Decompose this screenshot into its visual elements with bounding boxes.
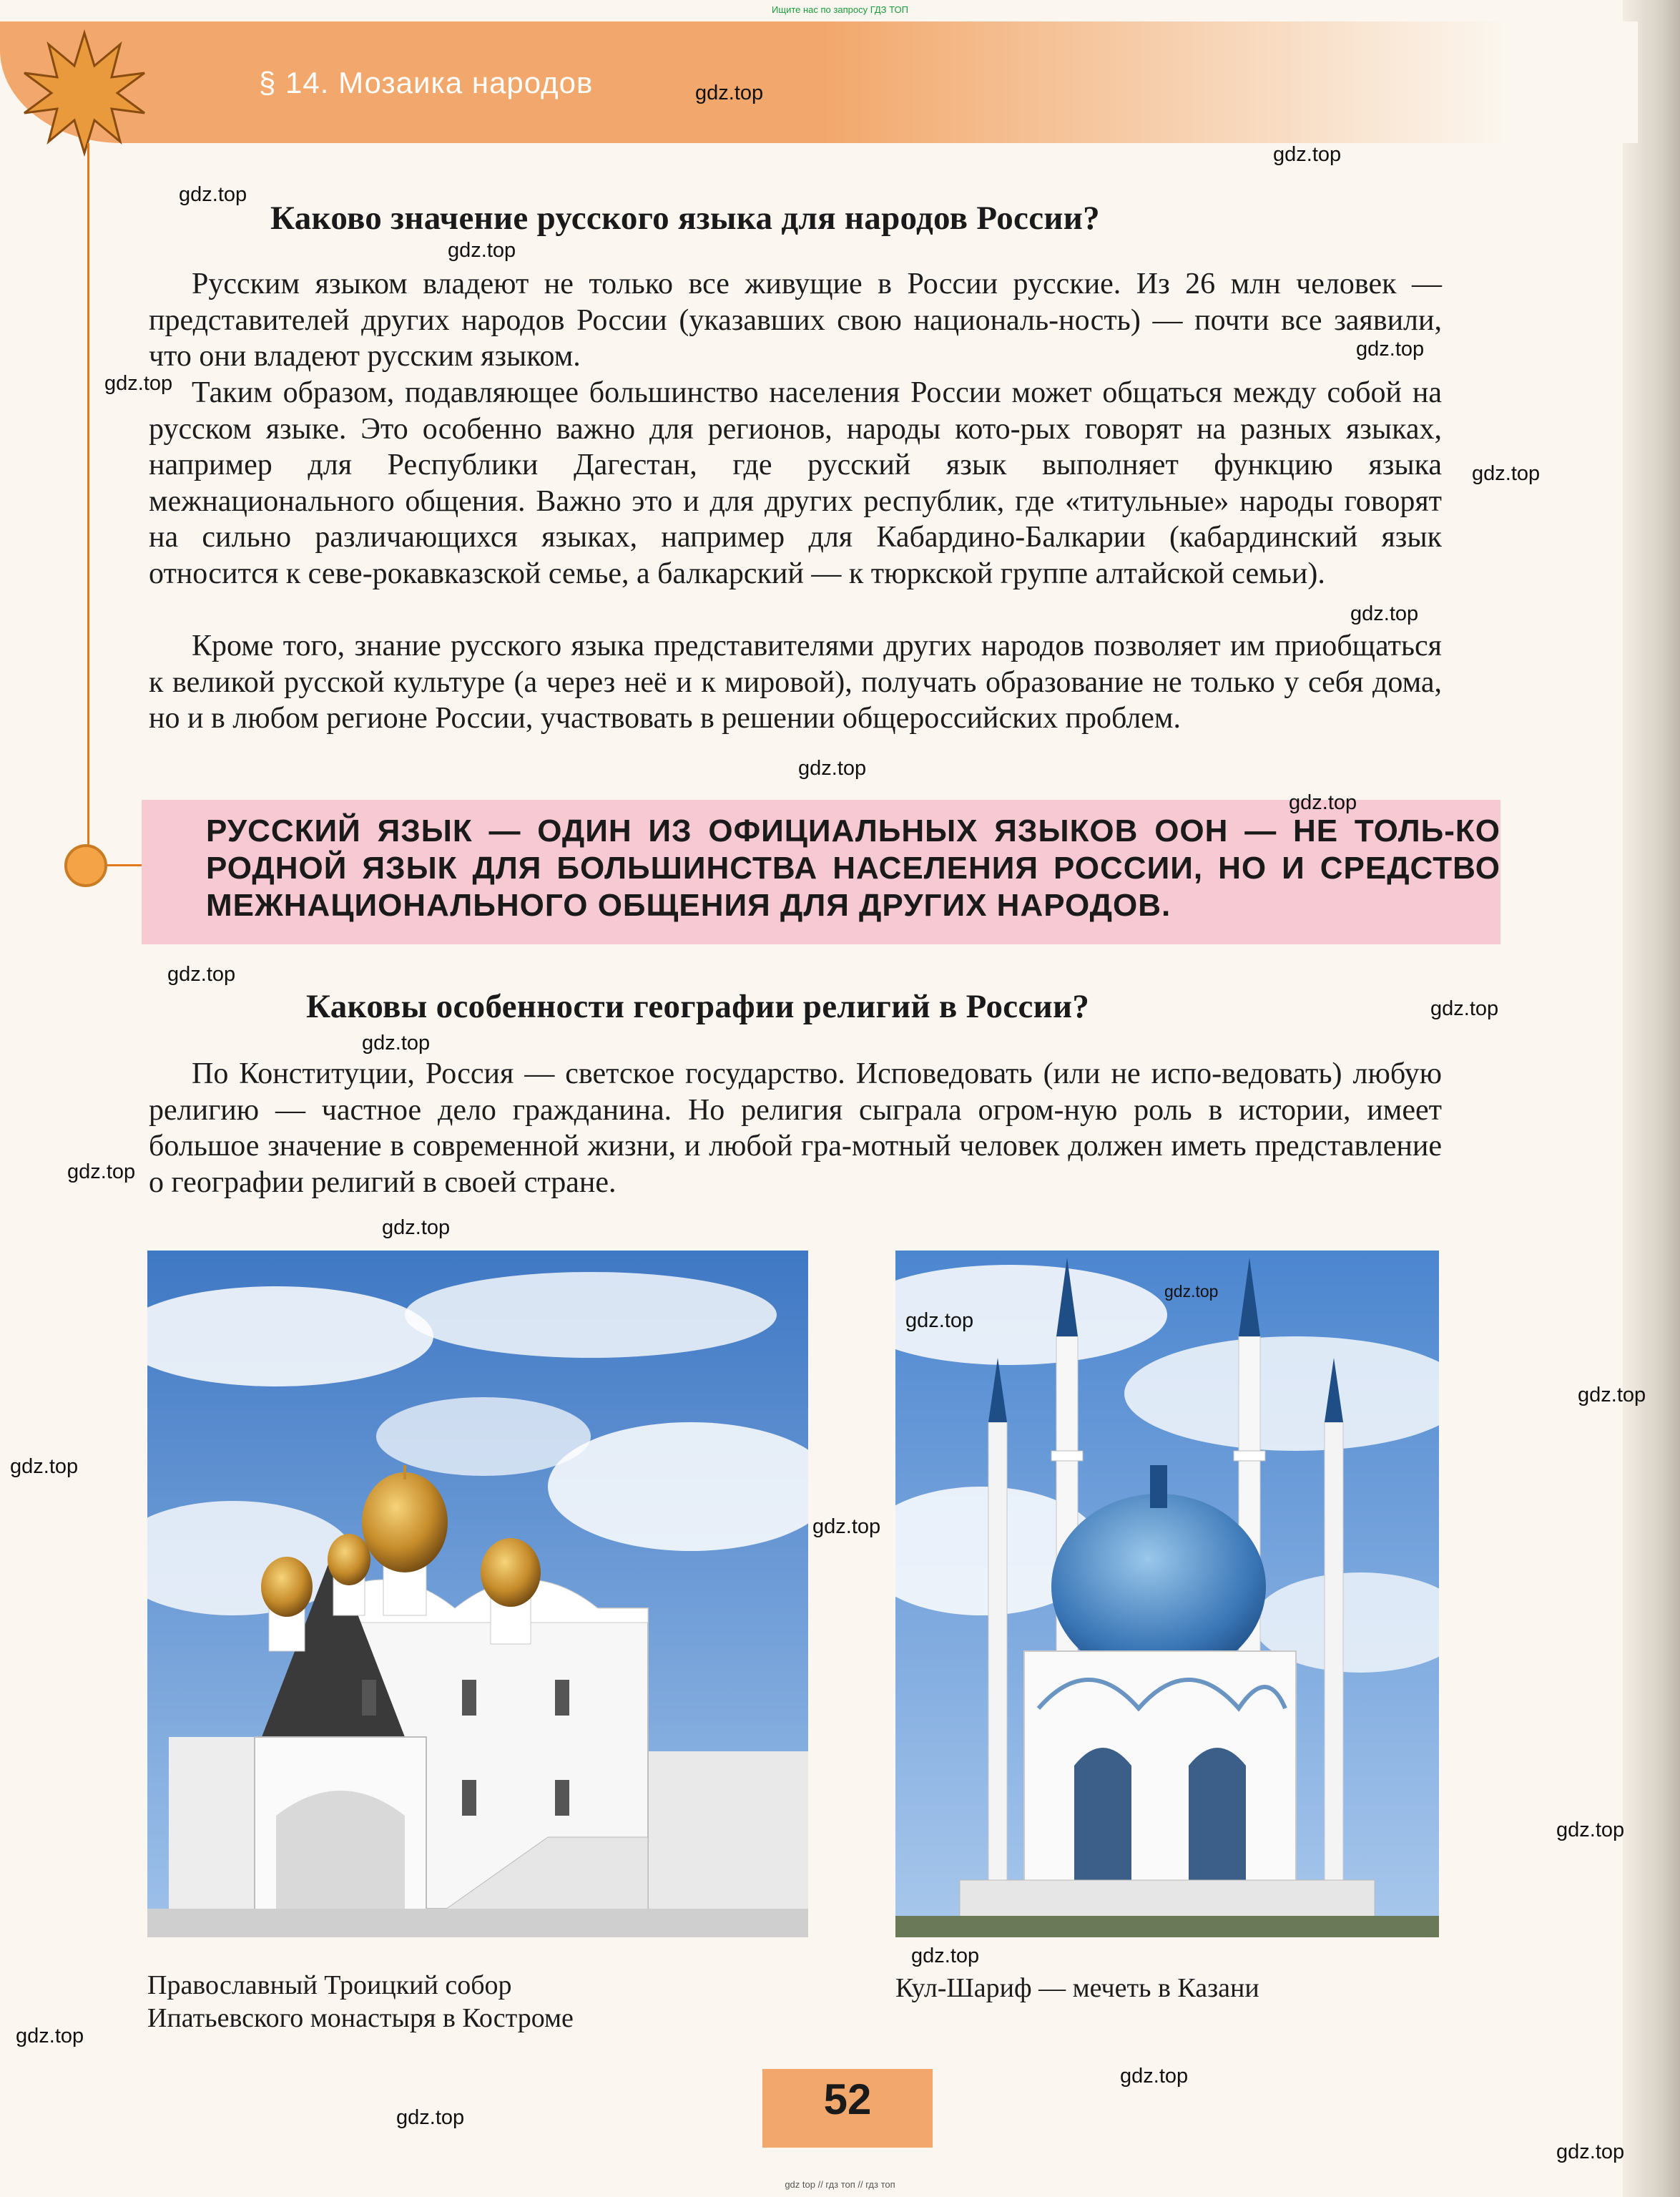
watermark: gdz.top [812,1515,881,1538]
page-number: 52 [823,2075,872,2123]
section2-title: Каковы особенности географии религий в России? [306,988,1090,1025]
watermark: gdz.top [1120,2065,1189,2088]
watermark: gdz.top [1556,2140,1625,2163]
watermark: gdz.top [10,1455,79,1478]
watermark: gdz.top [1578,1384,1646,1406]
mosque-caption: Кул-Шариф — мечеть в Казани [895,1973,1259,2003]
section1-paragraph-3: Кроме того, знание русского языка представителями других народов позволяет им приобщаться к великой русской культуре (а через неё и к мировой), получать образование не только у себя дома, но и в любом регионе России, участвовать в решении общероссийских проблем. [149,630,1442,735]
top-note: Ищите нас по запросу ГДЗ ТОП [772,4,908,15]
watermark: gdz.top [382,1216,451,1239]
watermark: gdz.top [905,1309,974,1332]
watermark: gdz.top [1430,997,1499,1020]
watermark: gdz.top [695,82,764,104]
watermark: gdz.top [1164,1282,1219,1301]
watermark: gdz.top [798,757,867,780]
watermark: gdz.top [1350,602,1419,625]
watermark: gdz.top [1289,791,1357,814]
page-edge [1623,0,1680,2197]
section1-paragraph-2: Таким образом, подавляющее большинство населения России может общаться между собой на русском языке. Это особенно важно для регионов, народы кото-рых говорят на разных языках, например для Республики Дагестан, где русский язык выполняет функцию языка межнационального общения. Важно это и для других республик, где «титульные» народы говорят на сильно различающихся языках, например для Кабардино-Балкарии (кабардинский язык относится к севе-рокавказской семье, а балкарский — к тюркской группе алтайской семьи). [149,376,1442,590]
watermark: gdz.top [448,239,516,262]
watermark: gdz.top [396,2106,465,2129]
watermark: gdz.top [179,183,247,206]
watermark: gdz.top [104,372,173,395]
watermark: gdz.top [16,2025,84,2047]
watermark: gdz.top [167,963,236,986]
callout-text: РУССКИЙ ЯЗЫК — ОДИН ИЗ ОФИЦИАЛЬНЫХ ЯЗЫКОВ ООН — НЕ ТОЛЬ-КО РОДНОЙ ЯЗЫК ДЛЯ БОЛЬШИНСТВА НАСЕЛЕНИЯ РОССИИ, НО И СРЕДСТВО МЕЖНАЦИОНАЛЬНОГО ОБЩЕНИЯ ДЛЯ ДРУГИХ НАРОДОВ. [206,813,1500,923]
section2-paragraph-1: По Конституции, Россия — светское государство. Исповедовать (или не испо-ведовать) любую религию — частное дело гражданина. Но религия сыграла огром-ную роль в истории, имеет большое значение в современной жизни, и любой гра-мотный человек должен иметь представление о географии религий в своей стране. [149,1057,1442,1199]
watermark: gdz.top [1273,143,1342,166]
bottom-note: gdz top // гдз топ // гдз топ [785,2179,895,2190]
watermark: gdz.top [1556,1819,1625,1841]
header-fade [822,21,1638,143]
cathedral-caption-line2: Ипатьевского монастыря в Костроме [147,2003,574,2033]
watermark: gdz.top [1472,462,1541,485]
watermark: gdz.top [911,1944,980,1967]
cathedral-photo [147,1251,808,1937]
section1-title: Каково значение русского языка для народов России? [270,200,1100,237]
watermark: gdz.top [362,1032,431,1055]
header-title: § 14. Мозаика народов [259,66,594,99]
mosque-photo [895,1251,1439,1937]
watermark: gdz.top [67,1160,136,1183]
watermark: gdz.top [1356,338,1425,361]
cathedral-caption-line1: Православный Троицкий собор [147,1970,512,2000]
section1-paragraph-1: Русским языком владеют не только все живущие в России русские. Из 26 млн человек — представителей других народов России (указавших свою националь-ность) — почти все заявили, что они владеют русским языком. [149,268,1442,373]
star-logo-icon [20,29,149,157]
section-marker [64,844,107,887]
left-vertical-line [87,143,89,848]
